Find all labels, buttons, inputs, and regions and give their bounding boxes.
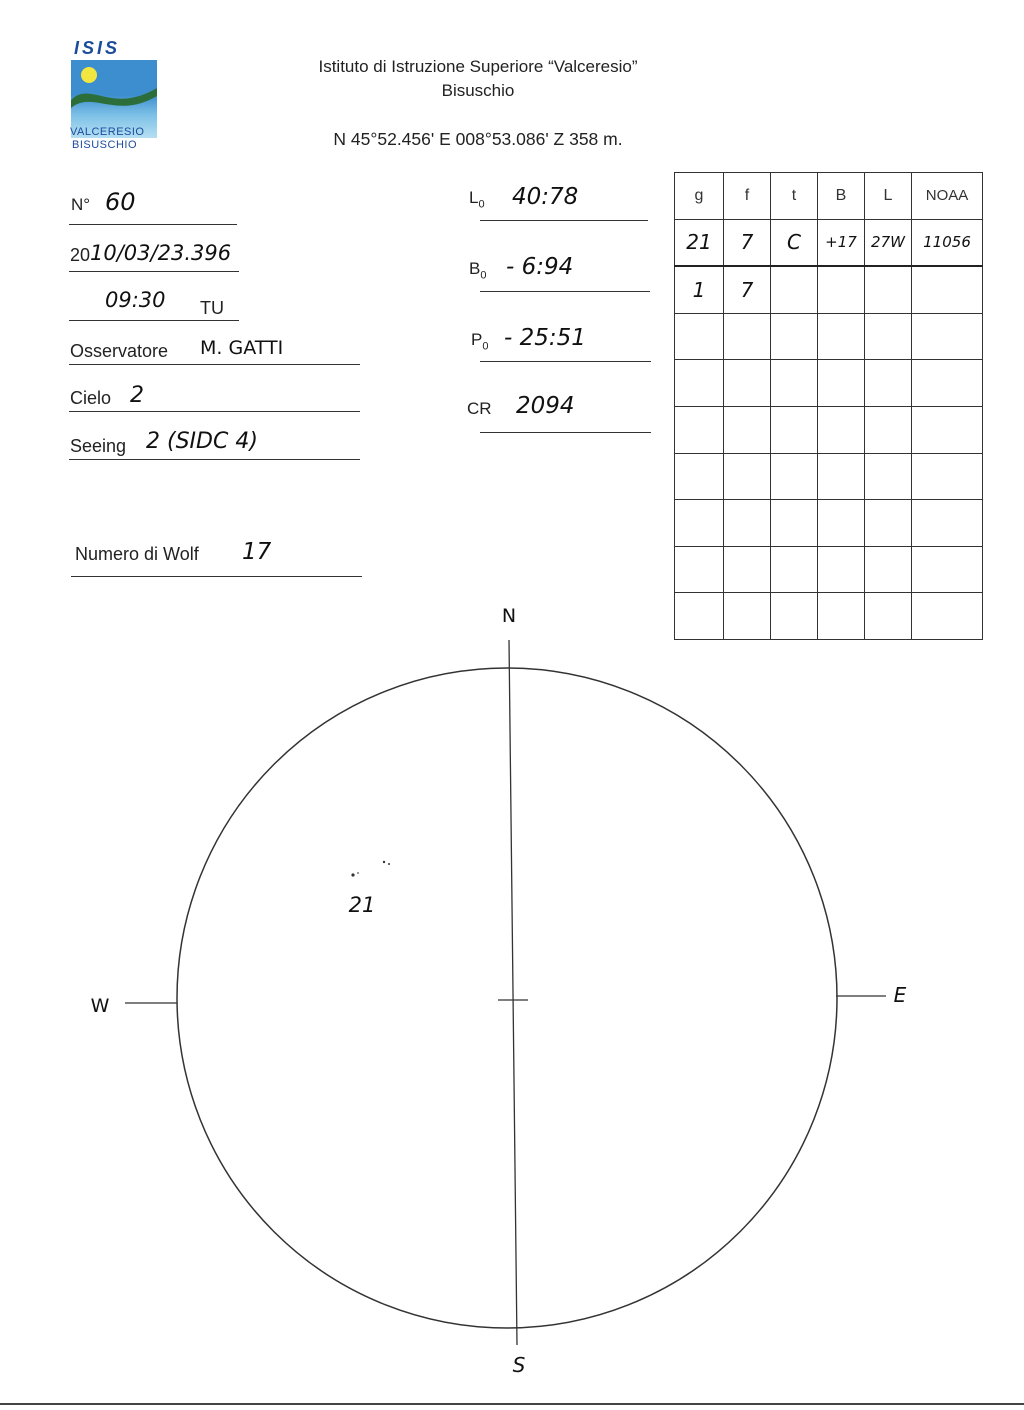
header-g: g: [675, 173, 724, 220]
L0-label: $L_0$: [469, 188, 485, 211]
table-cell: [865, 406, 912, 453]
table-cell: [675, 360, 724, 407]
seeing-line: [69, 459, 360, 460]
table-cell: [865, 360, 912, 407]
table-cell: [912, 406, 983, 453]
wolf-value: 17: [242, 539, 272, 565]
table-row: [675, 360, 983, 407]
observer-value: M. GATTI: [200, 337, 284, 359]
table-cell: [724, 360, 771, 407]
B0-label: $B_0$: [469, 259, 487, 282]
table-cell: +17: [818, 219, 865, 266]
table-cell: [724, 546, 771, 593]
logo-wordmark: ISIS: [74, 38, 121, 58]
scan-bottom-edge: [0, 1403, 1024, 1405]
table-cell: [675, 453, 724, 500]
table-cell: [865, 453, 912, 500]
institute-name: Istituto di Istruzione Superiore “Valceresio”: [318, 57, 638, 76]
table-cell: [771, 406, 818, 453]
table-row: [675, 453, 983, 500]
table-cell: [771, 313, 818, 360]
table-cell: [771, 453, 818, 500]
table-cell: [675, 406, 724, 453]
number-value: 60: [105, 188, 136, 216]
table-cell: [818, 500, 865, 547]
wolf-line: [71, 576, 362, 577]
table-cell: [724, 500, 771, 547]
L0-line: [480, 220, 648, 221]
west-label: W: [90, 995, 110, 1017]
table-cell: [771, 266, 818, 313]
seeing-label: Seeing: [70, 436, 127, 456]
table-cell: [912, 360, 983, 407]
B0-value: - 6:94: [506, 254, 574, 280]
table-cell: 7: [724, 266, 771, 313]
table-cell: [865, 266, 912, 313]
institute-town: Bisuschio: [441, 81, 515, 100]
seeing-value: 2 (SIDC 4): [146, 429, 258, 454]
table-cell: 27W: [865, 219, 912, 266]
date-prefix: 20: [70, 245, 91, 265]
L0-value: 40:78: [512, 184, 579, 210]
time-value: 09:30: [105, 288, 166, 312]
school-logo: [68, 38, 164, 153]
time-unit: TU: [200, 298, 224, 318]
table-cell: [675, 500, 724, 547]
CR-value: 2094: [516, 393, 575, 419]
table-row: [675, 500, 983, 547]
header-noaa: NOAA: [912, 173, 983, 220]
table-cell: [818, 406, 865, 453]
solar-disk-outline: [177, 668, 837, 1328]
header-f: f: [724, 173, 771, 220]
table-cell: [818, 546, 865, 593]
observer-label: Osservatore: [70, 341, 169, 361]
table-row: [675, 266, 983, 313]
sky-label: Cielo: [70, 388, 112, 408]
table-cell: 7: [724, 219, 771, 266]
sunspot-dot: [357, 872, 359, 874]
table-cell: 21: [675, 219, 724, 266]
header-t: t: [771, 173, 818, 220]
east-label: E: [893, 983, 907, 1007]
header-B: B: [818, 173, 865, 220]
P0-line: [480, 361, 651, 362]
sky-line: [69, 411, 360, 412]
table-cell: [818, 313, 865, 360]
table-cell: [912, 546, 983, 593]
date-line: [69, 271, 239, 272]
B0-line: [480, 291, 650, 292]
logo-caption-2: BISUSCHIO: [72, 139, 138, 151]
table-cell: 1: [675, 266, 724, 313]
solar-disk-drawing: [0, 600, 1024, 1400]
table-cell: [724, 406, 771, 453]
time-line: [69, 320, 239, 321]
sunspot-dot: [383, 861, 385, 863]
table-cell: [818, 266, 865, 313]
table-cell: C: [771, 219, 818, 266]
P0-label: $P_0$: [471, 330, 489, 353]
table-cell: [724, 313, 771, 360]
table-row: [675, 546, 983, 593]
wolf-label: Numero di Wolf: [75, 544, 199, 564]
observer-line: [69, 364, 360, 365]
table-cell: [818, 360, 865, 407]
table-cell: [771, 360, 818, 407]
table-cell: 11056: [912, 219, 983, 266]
CR-line: [480, 432, 651, 433]
table-row: [675, 219, 983, 266]
logo-caption-1: VALCERESIO: [70, 126, 145, 138]
table-cell: [771, 500, 818, 547]
table-cell: [912, 500, 983, 547]
table-cell: [675, 546, 724, 593]
sunspot-groups-table: [674, 172, 983, 640]
sunspot-dot: [351, 873, 354, 876]
number-label: N°: [71, 195, 91, 214]
table-cell: [912, 453, 983, 500]
table-row: [675, 313, 983, 360]
number-line: [69, 224, 237, 225]
north-label: N: [501, 605, 517, 627]
table-cell: [724, 453, 771, 500]
sunspot-dot: [388, 863, 390, 865]
table-cell: [865, 546, 912, 593]
table-cell: [865, 500, 912, 547]
date-value: 10/03/23.396: [90, 241, 232, 265]
table-cell: [865, 313, 912, 360]
logo-sun-wave-icon: [71, 60, 157, 120]
CR-label: CR: [467, 399, 492, 418]
sunspot-group-label: 21: [348, 893, 376, 917]
table-header-row: [675, 173, 983, 220]
header-L: L: [865, 173, 912, 220]
table-cell: [675, 313, 724, 360]
table-cell: [771, 546, 818, 593]
north-south-axis: [509, 640, 517, 1345]
sky-value: 2: [130, 383, 144, 408]
table-cell: [818, 453, 865, 500]
south-label: S: [512, 1353, 526, 1377]
table-cell: [912, 313, 983, 360]
table-row: [675, 406, 983, 453]
table-cell: [912, 266, 983, 313]
P0-value: - 25:51: [504, 325, 586, 351]
observatory-coordinates: N 45°52.456' E 008°53.086' Z 358 m.: [333, 129, 623, 149]
